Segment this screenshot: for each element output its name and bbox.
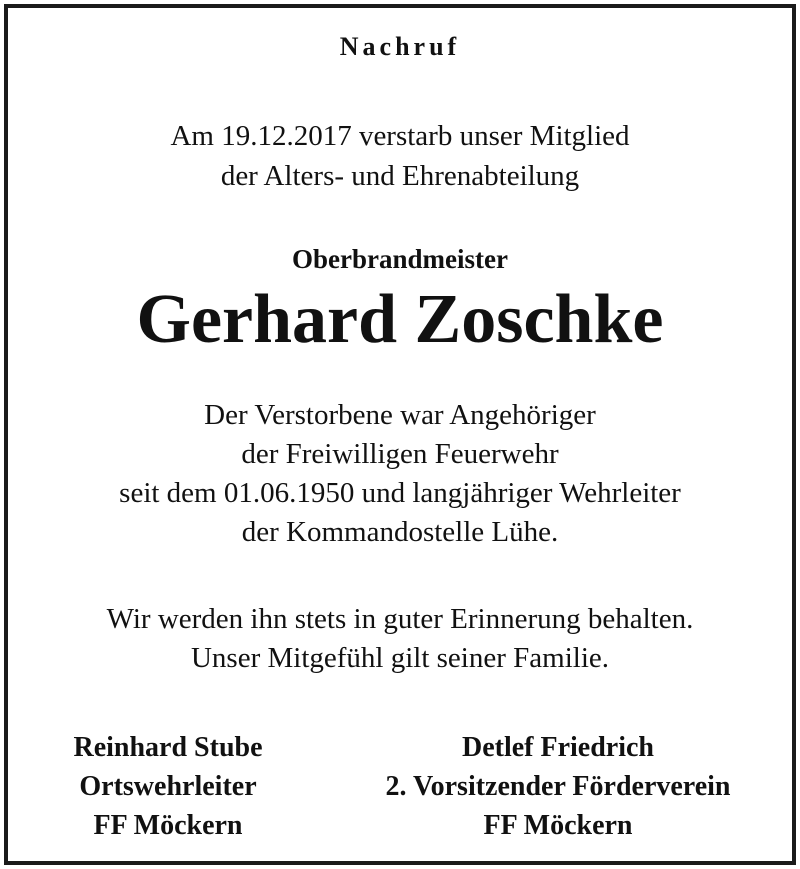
bio-line: seit dem 01.06.1950 und langjähriger Wehrleiter: [119, 477, 681, 509]
signatory-right: [328, 728, 788, 845]
intro-text: [8, 116, 792, 196]
obituary-notice: [4, 4, 796, 865]
signatory-name: Detlef Friedrich: [461, 732, 655, 763]
biography-text: [8, 396, 792, 552]
bio-line: Der Verstorbene war Angehöriger: [204, 399, 596, 431]
bio-line: der Freiwilligen Feuerwehr: [241, 438, 559, 470]
signatory-left: [28, 728, 308, 845]
bio-line: der Kommandostelle Lühe.: [241, 516, 559, 548]
closing-line: Unser Mitgefühl gilt seiner Familie.: [190, 642, 609, 674]
signatory-org: FF Möckern: [483, 810, 633, 841]
signatory-role: Ortswehrleiter: [79, 771, 257, 802]
intro-line: der Alters- und Ehrenabteilung: [220, 160, 580, 192]
intro-line: Am 19.12.2017 verstarb unser Mitglied: [170, 120, 630, 152]
signatory-org: FF Möckern: [93, 810, 243, 841]
closing-line: Wir werden ihn stets in guter Erinnerung behalten.: [106, 603, 694, 635]
signatory-role: 2. Vorsitzender Förderverein: [385, 771, 731, 802]
deceased-name: Gerhard Zoschke: [136, 281, 664, 358]
signatory-name: Reinhard Stube: [73, 732, 263, 763]
deceased-rank: Oberbrandmeister: [292, 244, 508, 274]
notice-title: Nachruf: [339, 32, 461, 61]
closing-text: [8, 600, 792, 678]
